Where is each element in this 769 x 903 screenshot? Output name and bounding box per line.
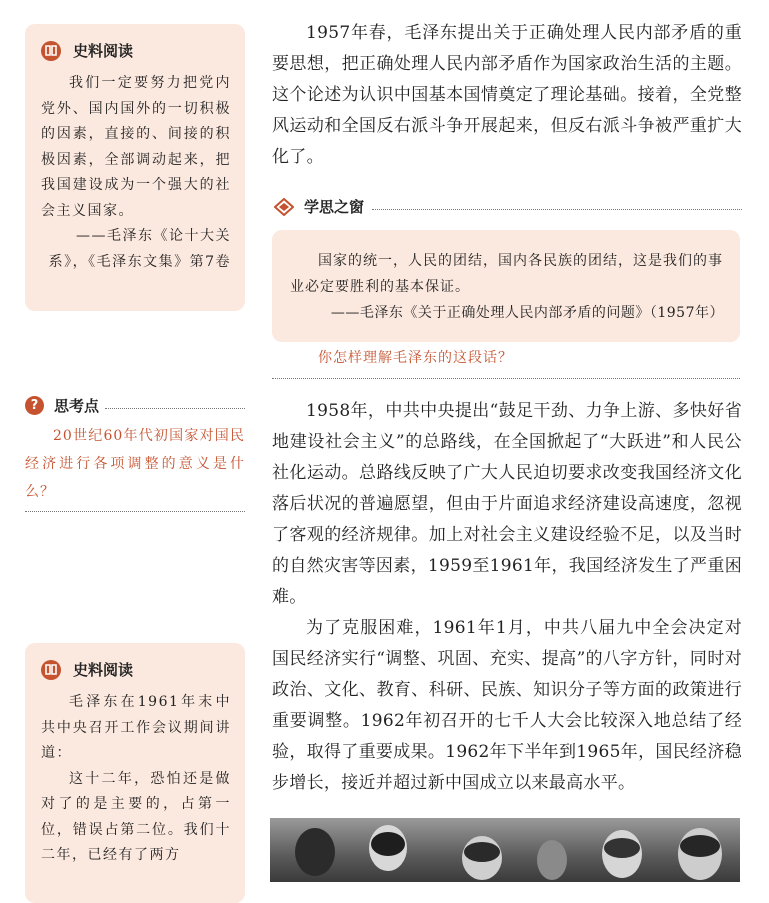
diamond-icon — [274, 198, 294, 216]
sidebar-reading-box-2 — [25, 643, 245, 903]
header-divider — [105, 408, 245, 409]
reading-box-intro: 毛泽东在1961年末中共中央召开工作会议期间讲道： — [41, 694, 231, 761]
think-point-question: 20世纪60年代初国家对国民经济进行各项调整的意义是什么？ — [25, 428, 245, 500]
study-window-header — [274, 196, 742, 217]
reading-box-citation: ——毛泽东《论十大关系》，《毛泽东文集》第7卷 — [48, 228, 231, 270]
reading-box-text: 这十二年，恐怕还是做对了的是主要的，占第一位，错误占第二位。我们十二年，已经有了两方 — [41, 770, 231, 863]
paragraph-1958: 1958年，中共中央提出“鼓足干劲、力争上游、多快好省地建设社会主义”的总路线，在全国掀起了“大跃进”和人民公社化运动。总路线反映了广大人民迫切要求改变我国经济文化落后状况的普遍愿望，但由于片面追求经济建设高速度，忽视了客观的经济规律。加上对社会主义建设经验不足，以及当时的自然灾害等因素，1959至1961年，我国经济发生了严重困难。 — [272, 401, 742, 607]
think-point-box — [25, 395, 245, 512]
question-icon: ? — [25, 396, 44, 415]
reading-box-header — [41, 40, 231, 61]
paragraph-1957: 1957年春，毛泽东提出关于正确处理人民内部矛盾的重要思想，把正确处理人民内部矛盾作为国家政治生活的主题。这个论述为认识中国基本国情奠定了理论基础。接着，全党整风运动和全国反右派斗争开展起来，但反右派斗争被严重扩大化了。 — [272, 23, 742, 167]
open-book-icon — [41, 41, 61, 61]
study-window-citation: ——毛泽东《关于正确处理人民内部矛盾的问题》（1957年） — [330, 305, 724, 321]
study-window-title: 学思之窗 — [304, 198, 365, 216]
section-divider — [272, 378, 740, 379]
open-book-icon — [41, 660, 61, 680]
reading-box-title: 史料阅读 — [73, 661, 134, 679]
sidebar-reading-box-1 — [25, 24, 245, 311]
study-window-quote: 国家的统一，人民的团结，国内各民族的团结，这是我们的事业必定要胜利的基本保证。 — [290, 253, 723, 295]
paragraph-1961: 为了克服困难，1961年1月，中共八届九中全会决定对国民经济实行“调整、巩固、充实、提高”的八字方针，同时对政治、文化、教育、科研、民族、知识分子等方面的政策进行重要调整。1962年初召开的七千人大会比较深入地总结了经验，取得了重要成果。1962年下半年到1965年，国民经济稳步增长，接近并超过新中国成立以来最高水平。 — [272, 618, 742, 793]
reading-box-text: 我们一定要努力把党内党外、国内国外的一切积极的因素，直接的、间接的积极因素，全部调动起来，把我国建设成为一个强大的社会主义国家。 — [41, 75, 231, 219]
study-window-quote-box — [272, 230, 740, 342]
reading-box-header — [41, 659, 231, 680]
reading-box-title: 史料阅读 — [73, 42, 134, 60]
think-point-header — [25, 395, 245, 416]
think-point-title: 思考点 — [54, 397, 100, 415]
header-divider — [372, 209, 742, 210]
study-window-question: 你怎样理解毛泽东的这段话？ — [318, 350, 513, 366]
photo-figures — [270, 818, 740, 882]
main-column-top — [272, 18, 742, 173]
historical-photo — [270, 818, 740, 882]
main-column-bottom — [272, 396, 742, 799]
